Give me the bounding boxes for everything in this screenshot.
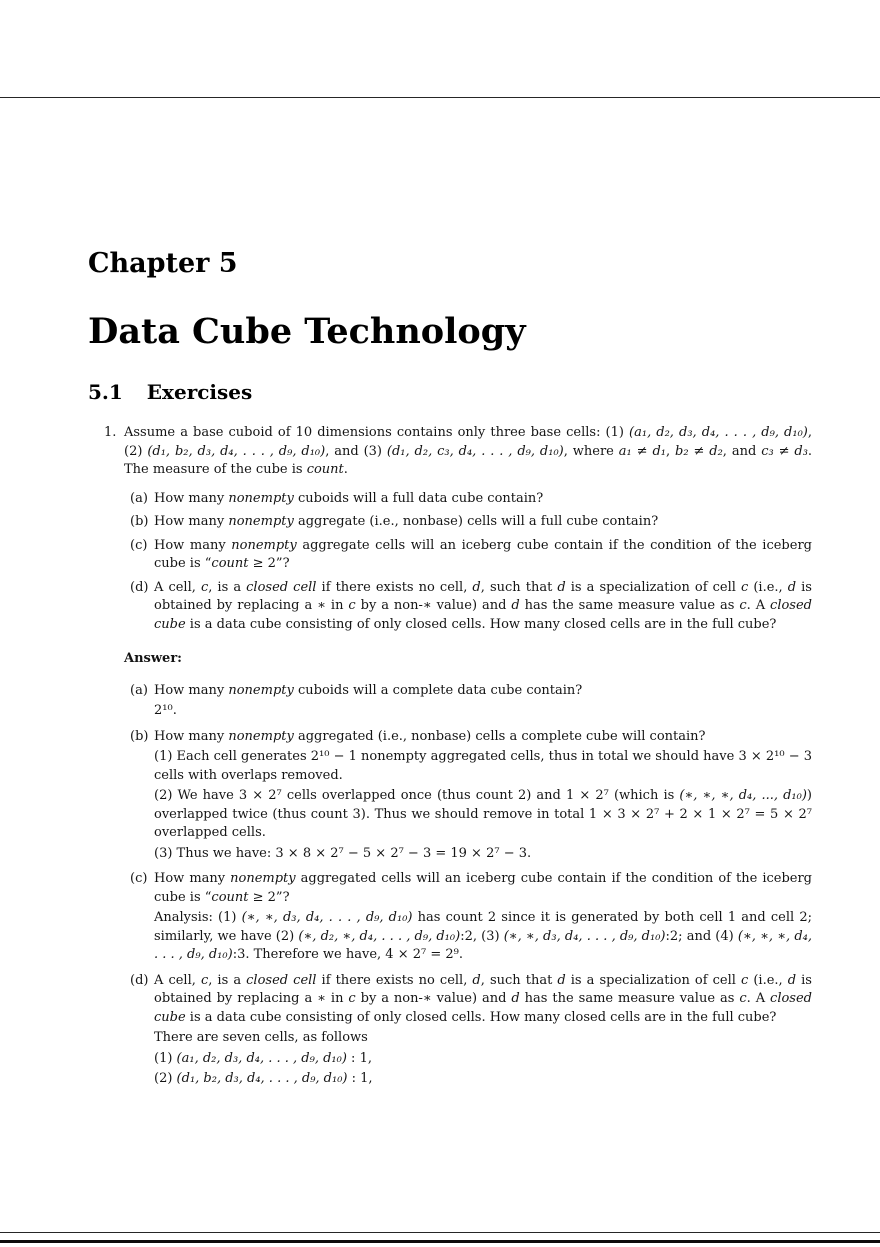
answer-c-body bbox=[154, 870, 812, 965]
answer-b-step-2: (2) We have 3 × 2⁷ cells overlapped once (thus count 2) and 1 × 2⁷ (which is (∗, ∗, ∗, d₄, ..., d₁₀)) overlapped twice (thus count 3). Thus we should remove in total 1 × 3 × 2⁷ + 2 × 1 × 2⁷ = 5 × 2⁷ overlapped cells. bbox=[154, 788, 812, 840]
answer-d-intro: There are seven cells, as follows bbox=[154, 1030, 368, 1045]
page-title: Data Cube Technology bbox=[88, 311, 526, 352]
answer-d-label: (d) bbox=[130, 972, 149, 988]
exercise-item-number: 1. bbox=[104, 425, 117, 440]
answer-a-result: 2¹⁰. bbox=[154, 703, 177, 718]
bottom-rule-thin bbox=[0, 1232, 880, 1233]
section-heading bbox=[88, 380, 812, 404]
answer-a-question: How many nonempty cuboids will a complete data cube contain? bbox=[154, 682, 583, 698]
answer-d-body bbox=[154, 972, 812, 1089]
answer-d bbox=[130, 972, 812, 1089]
question-b-label: (b) bbox=[130, 514, 149, 529]
section-number: 5.1 bbox=[88, 380, 123, 404]
answer-d-cell-1: (1) (a₁, d₂, d₃, d₄, . . . , d₉, d₁₀) : 1, bbox=[154, 1050, 372, 1066]
section-title: Exercises bbox=[146, 380, 253, 404]
question-b-text: How many nonempty aggregate (i.e., nonbase) cells will a full cube contain? bbox=[154, 514, 659, 529]
answer-d-cell-2: (2) (d₁, b₂, d₃, d₄, . . . , d₉, d₁₀) : 1, bbox=[154, 1071, 373, 1086]
exercise-intro-text: Assume a base cuboid of 10 dimensions contains only three base cells: (1) (a₁, d₂, d₃, d₄, . . . , d₉, d₁₀), (2) (d₁, b₂, d₃, d₄, . . . , d₉, d₁₀), and (3) (d₁, d₂, c₃, d₄, . . . , d₉, d₁₀), where a₁ ≠ d₁, b₂ ≠ d₂, and c₃ ≠ d₃. The measure of the cube is count. bbox=[124, 425, 813, 477]
question-d-label: (d) bbox=[130, 579, 149, 595]
question-d-text: A cell, c, is a closed cell if there exists no cell, d, such that d is a specialization of cell c (i.e., d is obtained by replacing a ∗ in c by a non-∗ value) and d has the same measure value as c. A closed cube is a data cube consisting of only closed cells. How many closed cells are in the full cube? bbox=[154, 579, 812, 632]
question-a-text: How many nonempty cuboids will a full data cube contain? bbox=[154, 490, 544, 506]
answer-c-analysis: Analysis: (1) (∗, ∗, d₃, d₄, . . . , d₉, d₁₀) has count 2 since it is generated by both cell 1 and cell 2; similarly, we have (2) (∗, d₂, ∗, d₄, . . . , d₉, d₁₀):2, (3) (∗, ∗, d₃, d₄, . . . , d₉, d₁₀):2; and (4) (∗, ∗, ∗, d₄, . . . , d₉, d₁₀):3. Therefore we have, 4 × 2⁷ = 2⁹. bbox=[154, 910, 813, 962]
question-c bbox=[130, 537, 812, 574]
question-a bbox=[130, 490, 812, 509]
question-d bbox=[130, 579, 812, 635]
answer-b-label: (b) bbox=[130, 728, 149, 744]
answer-a-body bbox=[154, 682, 812, 721]
answer-a-label: (a) bbox=[130, 682, 148, 698]
exercise-body bbox=[124, 424, 812, 1089]
answer-b-body bbox=[154, 728, 812, 864]
answer-b-question: How many nonempty aggregated (i.e., nonbase) cells a complete cube will contain? bbox=[154, 728, 706, 744]
answer-a bbox=[130, 682, 812, 721]
answer-c-label: (c) bbox=[130, 871, 148, 886]
chapter-heading: Chapter 5 bbox=[88, 248, 238, 279]
exercise-intro-row bbox=[88, 424, 812, 1089]
question-b bbox=[130, 513, 812, 532]
answer-b-step-1: (1) Each cell generates 2¹⁰ − 1 nonempty aggregated cells, thus in total we should have 3 × 2¹⁰ − 3 cells with overlaps removed. bbox=[154, 749, 813, 783]
bottom-rule-thick bbox=[0, 1240, 880, 1243]
question-a-label: (a) bbox=[130, 490, 148, 506]
answer-c-question: How many nonempty aggregated cells will an iceberg cube contain if the condition of the iceberg cube is “count ≥ 2”? bbox=[154, 871, 812, 905]
question-c-label: (c) bbox=[130, 537, 148, 553]
answer-d-question: A cell, c, is a closed cell if there exists no cell, d, such that d is a specialization of cell c (i.e., d is obtained by replacing a ∗ in c by a non-∗ value) and d has the same measure value as c. A closed cube is a data cube consisting of only closed cells. How many closed cells are in the full cube? bbox=[154, 972, 812, 1025]
answer-b bbox=[130, 728, 812, 864]
answer-b-step-3: (3) Thus we have: 3 × 8 × 2⁷ − 5 × 2⁷ − 3 = 19 × 2⁷ − 3. bbox=[154, 845, 532, 861]
answer-label: Answer: bbox=[124, 651, 182, 666]
exercise-1 bbox=[88, 424, 812, 1089]
answer-c bbox=[130, 870, 812, 965]
question-c-text: How many nonempty aggregate cells will an iceberg cube contain if the condition of the iceberg cube is “count ≥ 2”? bbox=[154, 537, 812, 571]
